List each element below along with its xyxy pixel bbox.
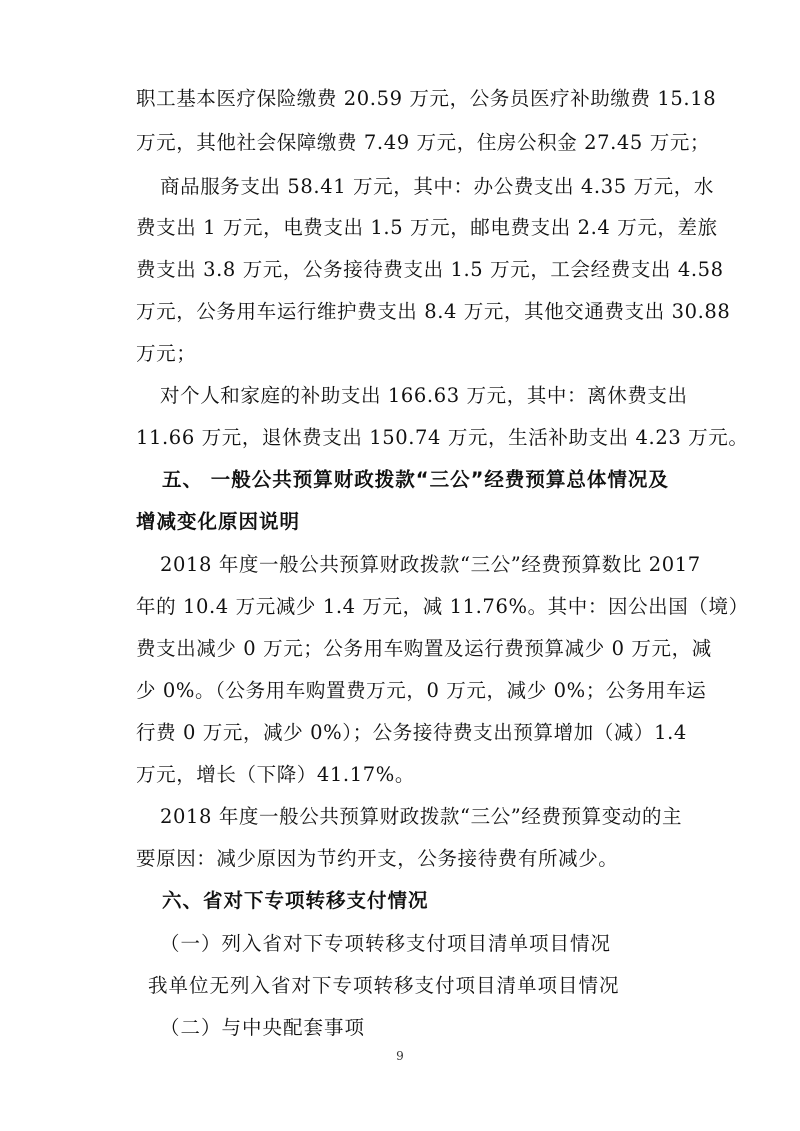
body-text-line: 行费 0 万元，减少 0%）；公务接待费支出预算增加（减）1.4 [136, 721, 687, 744]
body-text-line: 年的 10.4 万元减少 1.4 万元，减 11.76%。其中：因公出国（境） [136, 595, 749, 618]
body-text-line: 少 0%。（公务用车购置费万元，0 万元，减少 0%；公务用车运 [136, 679, 707, 702]
body-text-line: 职工基本医疗保险缴费 20.59 万元，公务员医疗补助缴费 15.18 [136, 87, 717, 110]
body-text-line: 对个人和家庭的补助支出 166.63 万元，其中：离休费支出 [160, 384, 688, 407]
section-heading: 六、省对下专项转移支付情况 [162, 889, 429, 912]
subsection-heading: （一）列入省对下专项转移支付项目清单项目情况 [160, 932, 612, 955]
body-text-line: 万元，其他社会保障缴费 7.49 万元，住房公积金 27.45 万元； [136, 131, 711, 154]
body-text-line: 商品服务支出 58.41 万元，其中：办公费支出 4.35 万元，水 [160, 175, 714, 198]
body-text-line: 我单位无列入省对下专项转移支付项目清单项目情况 [148, 974, 620, 997]
body-text-line: 2018 年度一般公共预算财政拨款“三公”经费预算数比 2017 [160, 553, 701, 576]
body-text-line: 费支出 1 万元，电费支出 1.5 万元，邮电费支出 2.4 万元，差旅 [136, 216, 718, 239]
section-heading: 增减变化原因说明 [136, 510, 301, 533]
body-text-line: 万元； [136, 342, 197, 365]
body-text-line: 要原因：减少原因为节约开支，公务接待费有所减少。 [136, 847, 619, 870]
body-text-line: 费支出减少 0 万元；公务用车购置及运行费预算减少 0 万元，减 [136, 637, 712, 660]
body-text-line: 11.66 万元，退休费支出 150.74 万元，生活补助支出 4.23 万元。 [136, 426, 749, 449]
subsection-heading: （二）与中央配套事项 [160, 1016, 366, 1039]
section-heading: 五、 一般公共预算财政拨款“三公”经费预算总体情况及 [162, 468, 669, 491]
body-text-line: 费支出 3.8 万元，公务接待费支出 1.5 万元，工会经费支出 4.58 [136, 258, 724, 281]
body-text-line: 万元，增长（下降）41.17%。 [136, 763, 415, 786]
page-number: 9 [396, 1049, 404, 1063]
body-text-line: 2018 年度一般公共预算财政拨款“三公”经费预算变动的主 [160, 805, 683, 828]
body-text-line: 万元，公务用车运行维护费支出 8.4 万元，其他交通费支出 30.88 [136, 300, 731, 323]
